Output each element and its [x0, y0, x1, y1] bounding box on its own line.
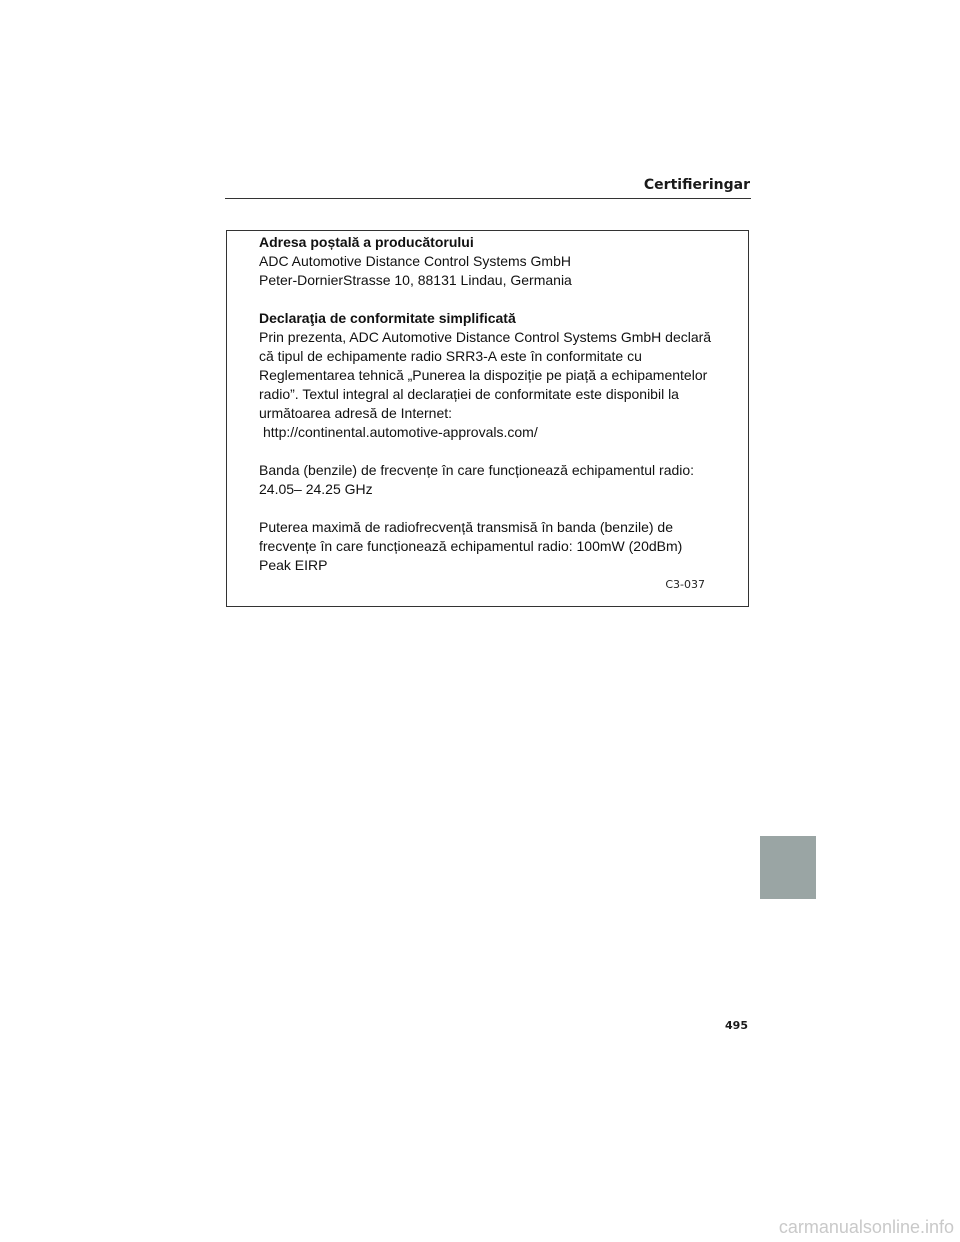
certification-text: [259, 233, 739, 594]
address-heading: Adresa poștală a producătorului: [259, 234, 474, 250]
declaration-line: Prin prezenta, ADC Automotive Distance Control Systems GmbH declară: [259, 329, 712, 345]
chapter-thumb-tab: [760, 836, 816, 899]
section-title: Certifieringar: [643, 177, 750, 193]
document-code: C3-037: [665, 578, 705, 591]
page-number: 495: [725, 1019, 748, 1032]
power-line: Puterea maximă de radiofrecvență transmisă în banda (benzile) de: [259, 519, 673, 535]
power-line: frecvențe în care funcționează echipamentul radio: 100mW (20dBm): [259, 538, 683, 554]
watermark: carmanualsonline.info: [778, 1217, 954, 1237]
band-line: 24.05– 24.25 GHz: [259, 481, 373, 497]
address-line: ADC Automotive Distance Control Systems GmbH: [259, 253, 571, 269]
declaration-line: radio”. Textul integral al declarației de conformitate este disponibil la: [259, 386, 679, 402]
address-line: Peter-DornierStrasse 10, 88131 Lindau, Germania: [259, 272, 572, 288]
declaration-line: Reglementarea tehnică „Punerea la dispoziție pe piață a echipamentelor: [259, 367, 708, 383]
band-section: [259, 461, 739, 499]
certification-box: [226, 230, 749, 607]
power-line: Peak EIRP: [259, 557, 328, 573]
declaration-url: http://continental.automotive-approvals.com/: [263, 424, 538, 440]
declaration-heading: Declaraţia de conformitate simplificată: [259, 310, 516, 326]
address-section: [259, 233, 739, 290]
power-section: [259, 518, 739, 575]
header-divider: [225, 198, 751, 199]
declaration-section: [259, 309, 739, 442]
declaration-line: următoarea adresă de Internet:: [259, 405, 453, 421]
declaration-line: că tipul de echipamente radio SRR3-A este în conformitate cu: [259, 348, 642, 364]
band-line: Banda (benzile) de frecvențe în care funcționează echipamentul radio:: [259, 462, 695, 478]
